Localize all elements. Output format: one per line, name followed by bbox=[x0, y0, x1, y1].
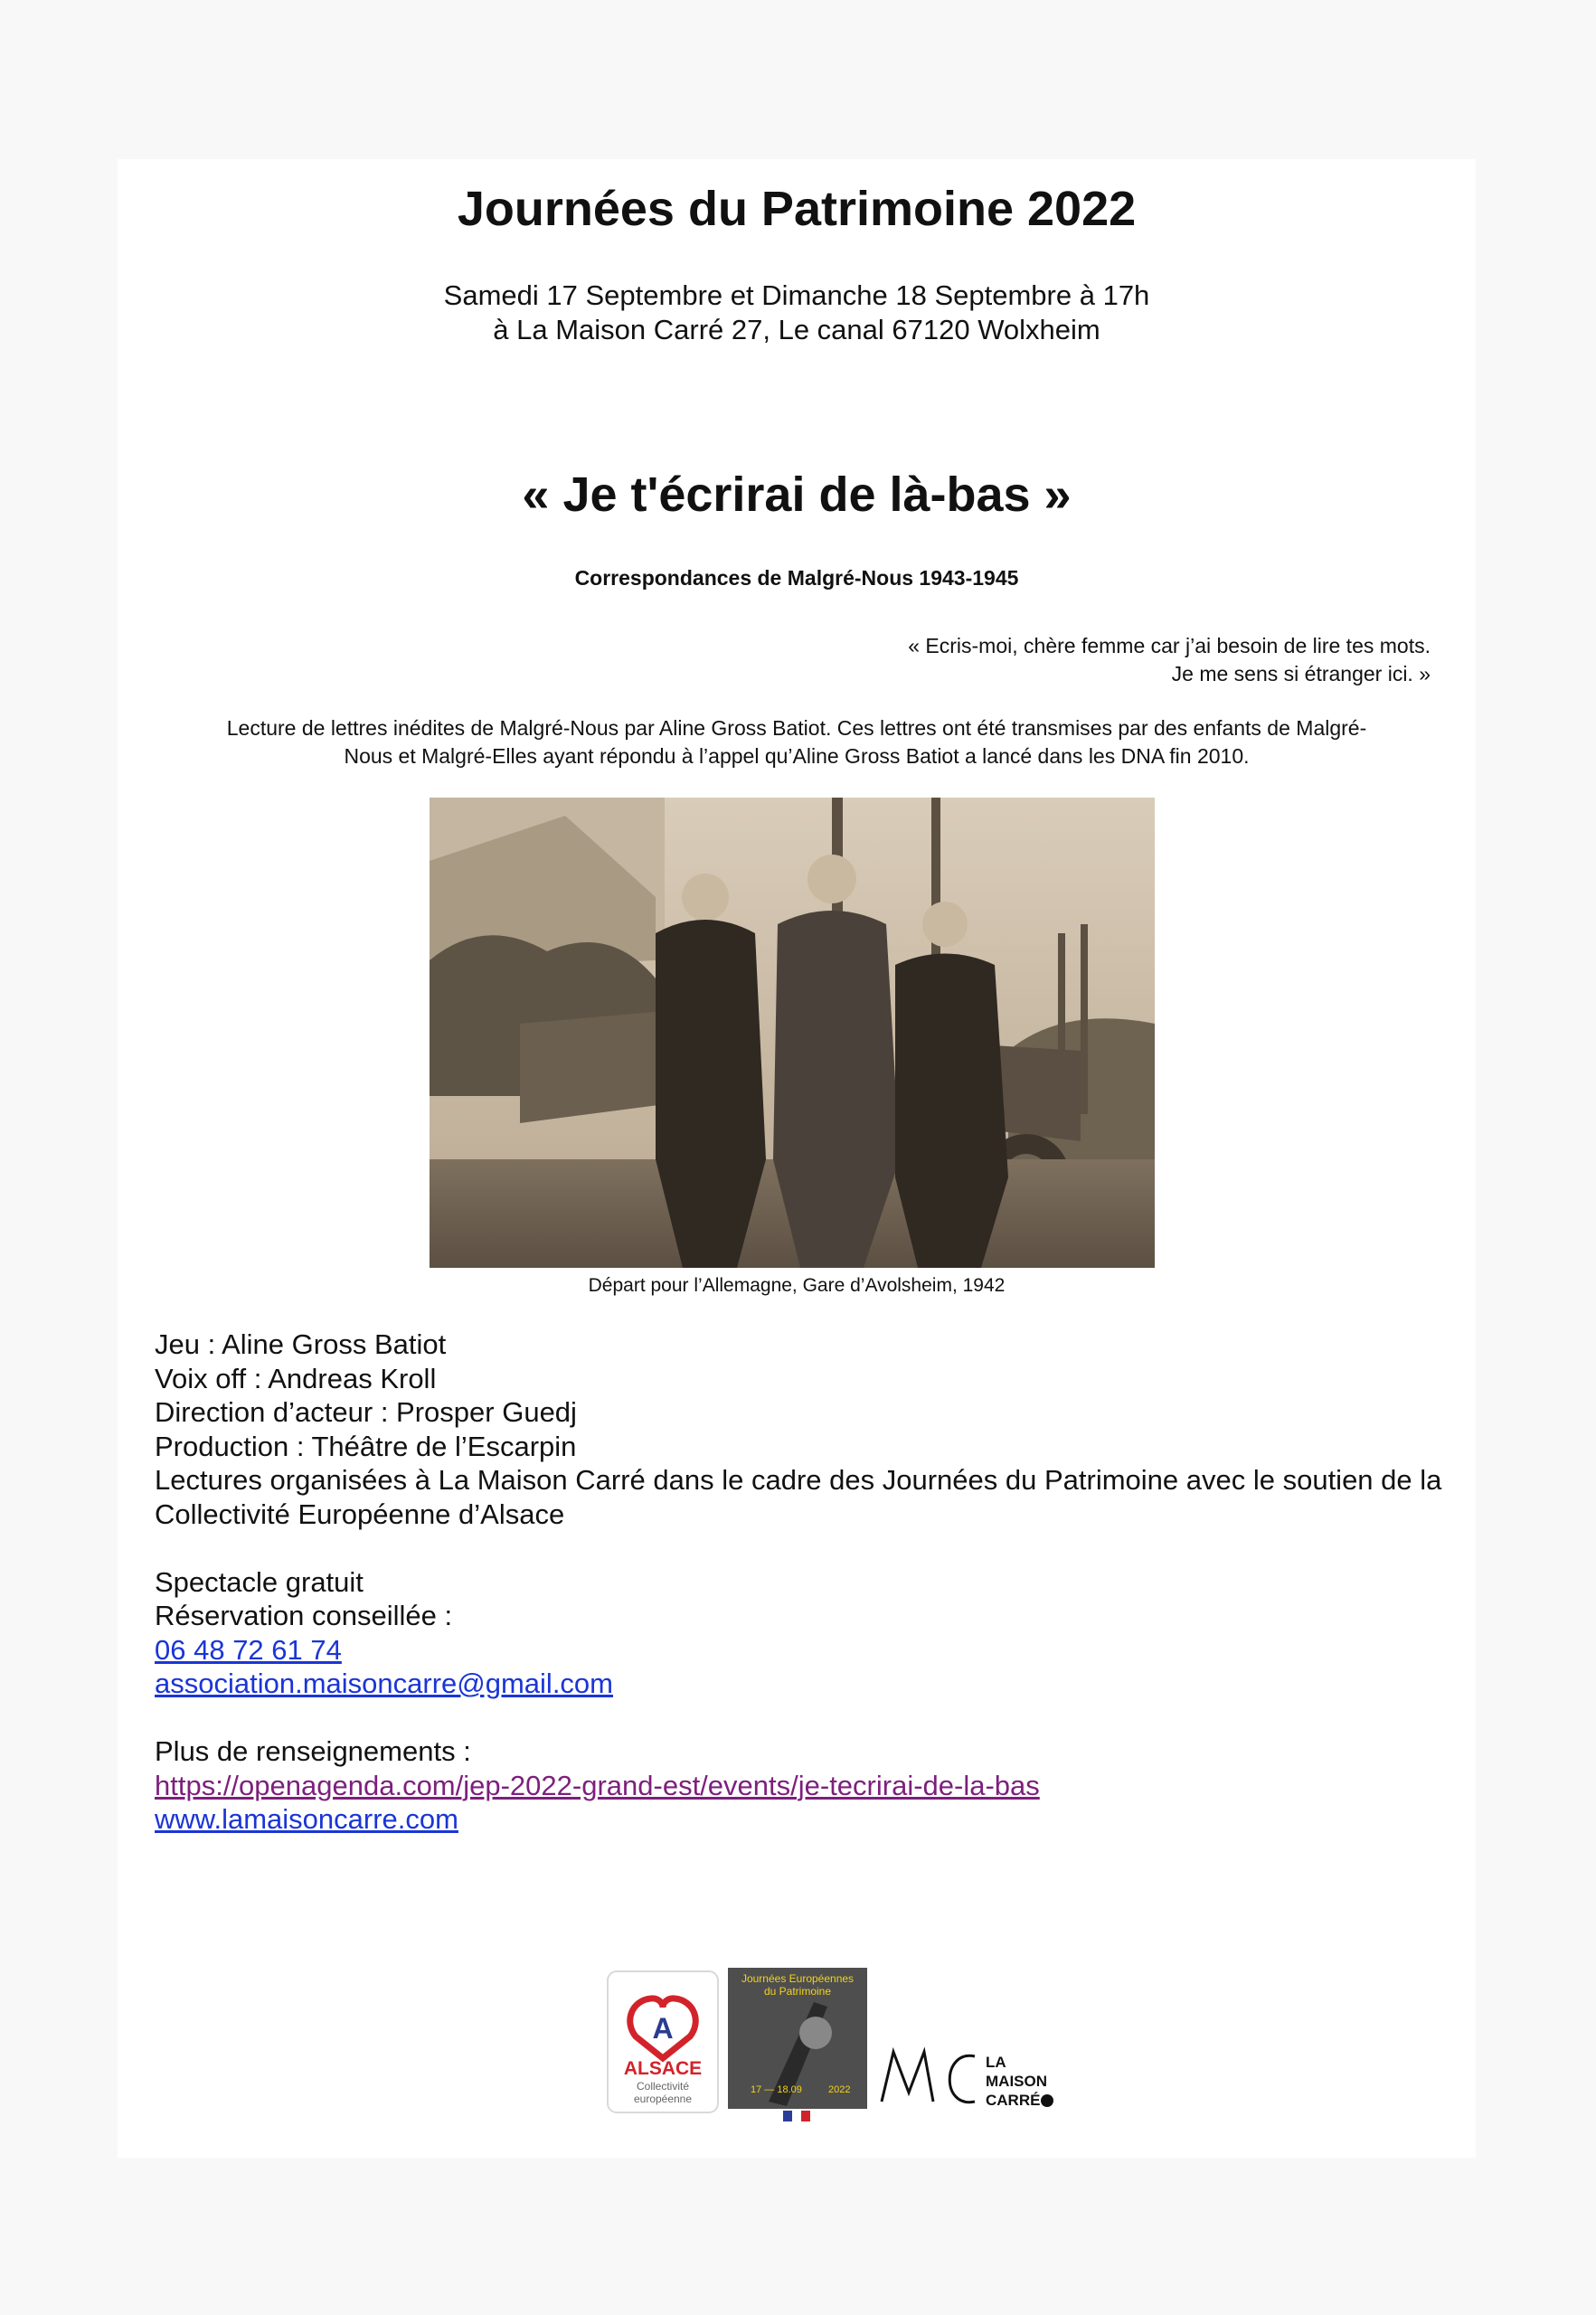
booking-label: Réservation conseillée : bbox=[155, 1600, 453, 1631]
event-schedule bbox=[118, 279, 1476, 347]
svg-text:européenne: européenne bbox=[633, 2093, 693, 2105]
event-address: à La Maison Carré 27, Le canal 67120 Wolxheim bbox=[493, 314, 1100, 345]
credit-cast: Jeu : Aline Gross Batiot bbox=[155, 1328, 447, 1360]
credit-support: Lectures organisées à La Maison Carré dans le cadre des Journées du Patrimoine avec le soutien de la Collectivité Européenne d’Alsace bbox=[155, 1464, 1442, 1530]
flyer-page bbox=[118, 159, 1476, 2158]
historic-photo bbox=[430, 798, 1155, 1268]
svg-text:2022: 2022 bbox=[828, 2084, 851, 2095]
show-intro bbox=[145, 714, 1449, 770]
svg-text:du Patrimoine: du Patrimoine bbox=[763, 1985, 832, 1998]
maison-carre-logo bbox=[882, 2052, 1053, 2109]
info-label: Plus de renseignements : bbox=[155, 1735, 471, 1767]
event-title: Journées du Patrimoine 2022 bbox=[457, 182, 1137, 236]
intro-line-1: Lecture de lettres inédites de Malgré-Nous par Aline Gross Batiot. Ces lettres ont été transmises par des enfants de Malgré- bbox=[226, 716, 1367, 740]
free-show-note: Spectacle gratuit bbox=[155, 1565, 364, 1598]
logos-strip bbox=[606, 1966, 1058, 2129]
credit-voice: Voix off : Andreas Kroll bbox=[155, 1362, 437, 1394]
spacer bbox=[155, 1701, 1457, 1735]
email-link[interactable]: association.maisoncarre@gmail.com bbox=[155, 1668, 613, 1699]
website-link[interactable]: www.lamaisoncarre.com bbox=[155, 1803, 458, 1835]
svg-text:ALSACE: ALSACE bbox=[623, 2058, 703, 2079]
credit-production: Production : Théâtre de l’Escarpin bbox=[155, 1430, 577, 1462]
show-title: « Je t'écrirai de là-bas » bbox=[522, 468, 1072, 522]
svg-text:A: A bbox=[652, 2012, 674, 2045]
svg-text:LA: LA bbox=[986, 2054, 1006, 2071]
svg-text:17 — 18.09: 17 — 18.09 bbox=[751, 2084, 802, 2095]
svg-text:CARRÉ: CARRÉ bbox=[986, 2092, 1041, 2109]
svg-text:Collectivité: Collectivité bbox=[636, 2080, 690, 2093]
show-subtitle: Correspondances de Malgré-Nous 1943-1945 bbox=[574, 566, 1019, 590]
spacer bbox=[155, 1531, 1457, 1565]
letter-quote bbox=[908, 632, 1431, 688]
event-date: Samedi 17 Septembre et Dimanche 18 Septembre à 17h bbox=[443, 279, 1150, 311]
openagenda-link[interactable]: https://openagenda.com/jep-2022-grand-est/events/je-tecrirai-de-la-bas bbox=[155, 1769, 1040, 1801]
quote-line-1: « Ecris-moi, chère femme car j’ai besoin de lire tes mots. bbox=[908, 634, 1431, 657]
quote-line-2: Je me sens si étranger ici. » bbox=[1171, 662, 1431, 685]
jep-logo bbox=[728, 1968, 867, 2121]
svg-text:Journées Européennes: Journées Européennes bbox=[741, 1972, 855, 1985]
svg-text:MAISON: MAISON bbox=[986, 2073, 1047, 2090]
intro-line-2: Nous et Malgré-Elles ayant répondu à l’appel qu’Aline Gross Batiot a lancé dans les DNA fin 2010. bbox=[344, 744, 1250, 768]
alsace-logo bbox=[608, 1971, 718, 2112]
phone-link[interactable]: 06 48 72 61 74 bbox=[155, 1633, 342, 1666]
partner-logos bbox=[606, 1966, 1058, 2129]
credit-direction: Direction d’acteur : Prosper Guedj bbox=[155, 1396, 577, 1428]
credits-block bbox=[155, 1328, 1457, 1837]
photo-illustration bbox=[430, 798, 1155, 1268]
photo-caption: Départ pour l’Allemagne, Gare d’Avolsheim, 1942 bbox=[588, 1275, 1006, 1296]
